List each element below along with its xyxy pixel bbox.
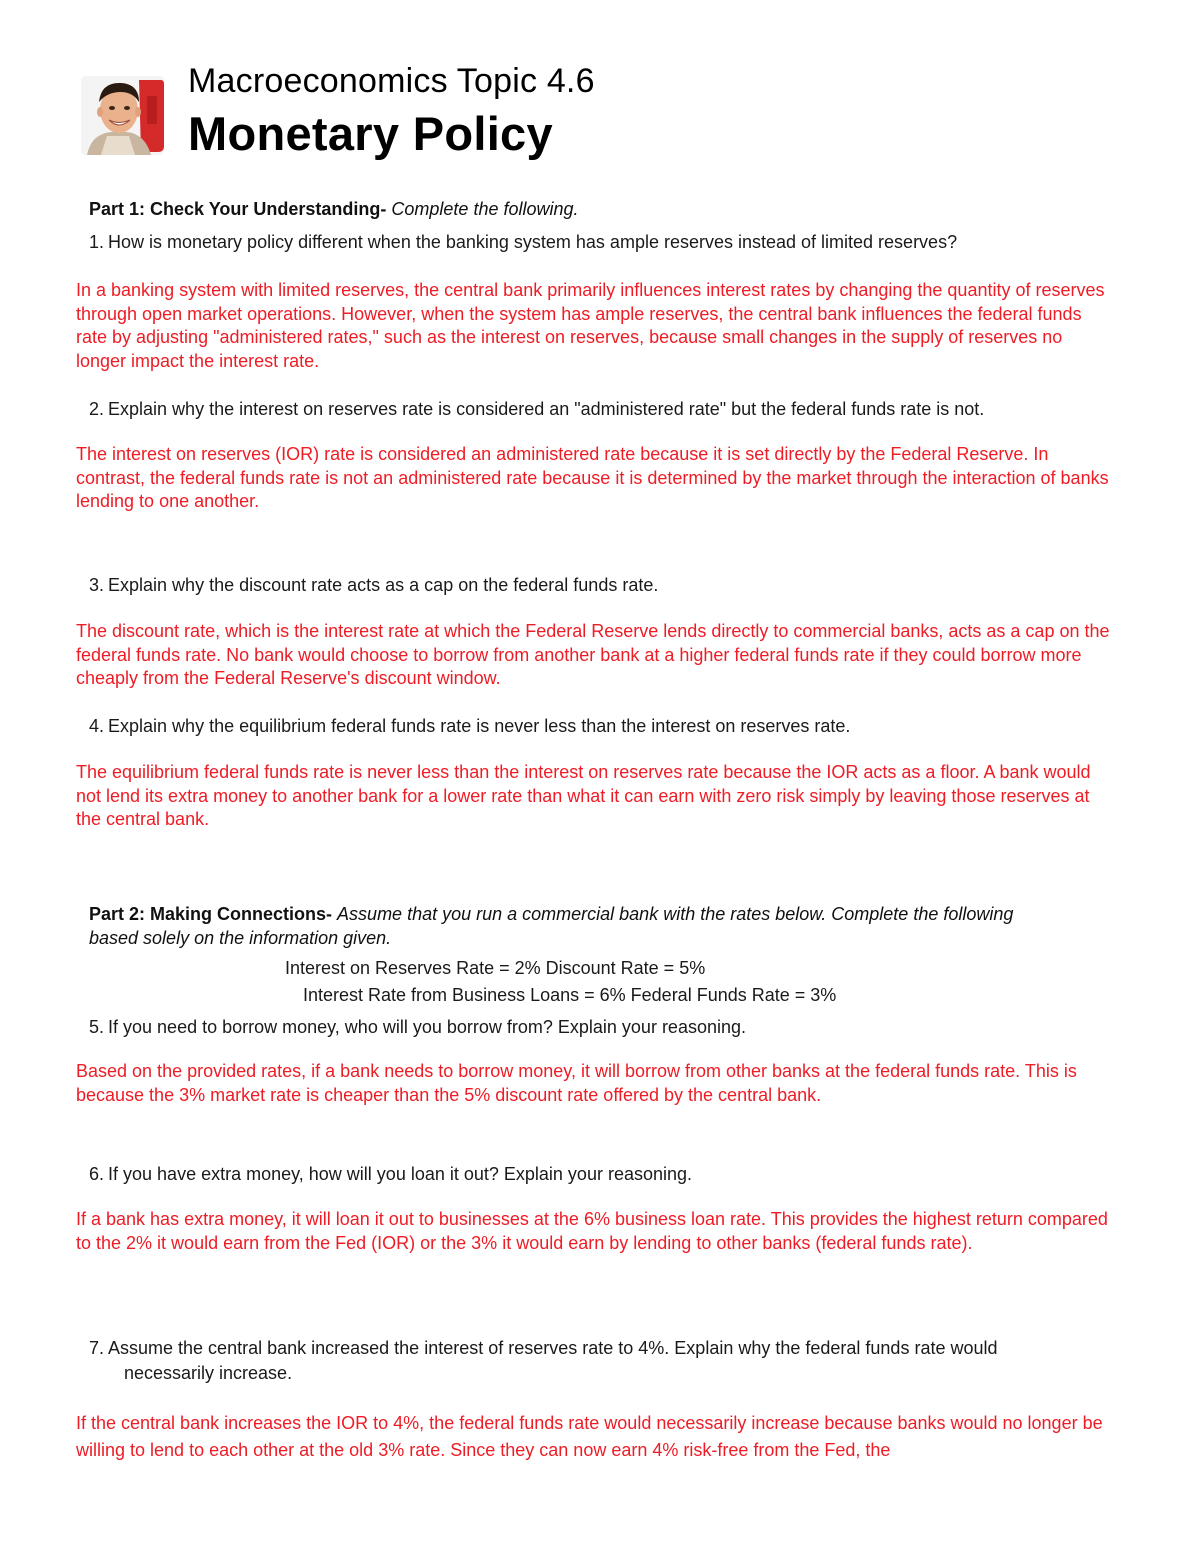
answer-3: The discount rate, which is the interest rate at which the Federal Reserve lends directly to commercial banks, acts as a cap on the federal funds rate. No bank would choose to borrow from another bank at a higher federal funds rate if they could borrow more cheaply from the Federal Reserve's discount window.	[76, 621, 1110, 688]
question-text: Explain why the discount rate acts as a cap on the federal funds rate.	[108, 575, 659, 595]
answer-4: The equilibrium federal funds rate is never less than the interest on reserves rate because the IOR acts as a floor. A bank would not lend its extra money to another bank for a lower rate than what it can earn with zero risk simply by leaving those reserves at the central bank.	[76, 762, 1091, 829]
answer-2: The interest on reserves (IOR) rate is considered an administered rate because it is set directly by the Federal Reserve. In contrast, the federal funds rate is not an administered rate because it is determined by the market through the interaction of banks lending to one another.	[76, 444, 1109, 511]
question-1	[89, 230, 1099, 255]
part1-heading	[89, 197, 1049, 221]
answer-5: Based on the provided rates, if a bank needs to borrow money, it will borrow from other banks at the federal funds rate. This is because the 3% market rate is cheaper than the 5% discount rate offered by the central bank.	[76, 1061, 1077, 1105]
question-text: If you have extra money, how will you loan it out? Explain your reasoning.	[108, 1164, 693, 1184]
part1-instruction: Complete the following.	[391, 199, 579, 219]
part2-label: Part 2: Making Connections-	[89, 904, 333, 924]
answer-1: In a banking system with limited reserves, the central bank primarily influences interest rates by changing the quantity of reserves through open market operations. However, when the system has ample reserves, the central bank influences the federal funds rate by adjusting "administered rates," such as the interest on reserves, because small changes in the supply of reserves no longer impact the interest rate.	[76, 280, 1105, 371]
question-number: 1.	[89, 232, 105, 252]
question-number: 5.	[89, 1017, 105, 1037]
question-text: How is monetary policy different when the banking system has ample reserves instead of limited reserves?	[108, 232, 958, 252]
question-number: 3.	[89, 575, 105, 595]
part2-instruction: Assume that you run a commercial bank with the rates below. Complete the following based solely on the information given.	[89, 904, 1014, 948]
question-4	[89, 714, 1099, 739]
question-number: 7.	[89, 1338, 105, 1358]
topic-heading: Macroeconomics Topic 4.6	[188, 62, 595, 100]
question-7	[89, 1336, 1099, 1386]
page-title: Monetary Policy	[188, 107, 553, 160]
part1-label: Part 1: Check Your Understanding-	[89, 199, 387, 219]
answer-6: If a bank has extra money, it will loan it out to businesses at the 6% business loan rate. This provides the highest return compared to the 2% it would earn from the Fed (IOR) or the 3% it would earn by lending to other banks (federal funds rate).	[76, 1209, 1108, 1253]
question-3	[89, 573, 1099, 598]
question-text: If you need to borrow money, who will you borrow from? Explain your reasoning.	[108, 1017, 746, 1037]
answer-7: If the central bank increases the IOR to 4%, the federal funds rate would necessarily increase because banks would no longer be willing to lend to each other at the old 3% rate. Since they can now earn 4% risk-free from the Fed, the	[76, 1413, 1103, 1460]
question-text-continued: necessarily increase.	[124, 1363, 293, 1383]
question-number: 4.	[89, 716, 105, 736]
question-text: Explain why the interest on reserves rate is considered an "administered rate" but the federal funds rate is not.	[108, 399, 985, 419]
question-text: Assume the central bank increased the interest of reserves rate to 4%. Explain why the federal funds rate would	[108, 1338, 998, 1358]
question-text: Explain why the equilibrium federal funds rate is never less than the interest on reserves rate.	[108, 716, 851, 736]
question-2	[89, 397, 1099, 422]
rates-line-2: Interest Rate from Business Loans = 6% Federal Funds Rate = 3%	[303, 985, 837, 1005]
rates-line-1: Interest on Reserves Rate = 2% Discount Rate = 5%	[285, 958, 706, 978]
question-6	[89, 1162, 1099, 1187]
teacher-portrait-icon	[81, 76, 164, 155]
part2-heading	[89, 902, 1039, 950]
question-number: 2.	[89, 399, 105, 419]
question-5	[89, 1015, 1099, 1040]
question-number: 6.	[89, 1164, 105, 1184]
